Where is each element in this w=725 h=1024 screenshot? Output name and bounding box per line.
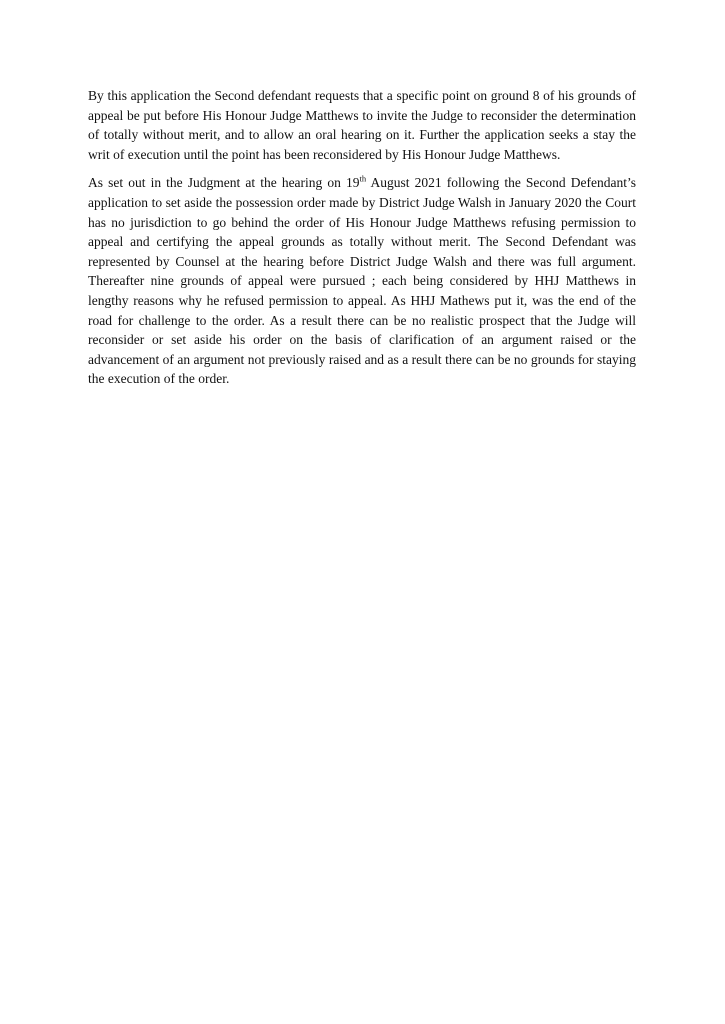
paragraph-judgment-summary — [88, 173, 636, 389]
paragraph-application-request: By this application the Second defendant requests that a specific point on ground 8 of his grounds of appeal be put before His Honour Judge Matthews to invite the Judge to reconsider the determination of totally without merit, and to allow an oral hearing on it. Further the application seeks a stay the writ of execution until the point has been reconsidered by His Honour Judge Matthews. — [88, 88, 636, 162]
paragraph-judgment-text-end: August 2021 following the Second Defendant’s application to set aside the possession order made by District Judge Walsh in January 2020 the Court has no jurisdiction to go behind the order of His Honour Judge Matthews refusing permission to appeal and certifying the appeal grounds as totally without merit. The Second Defendant was represented by Counsel at the hearing before District Judge Walsh and there was full argument. Thereafter nine grounds of appeal were pursued ; each being considered by HHJ Matthews in lengthy reasons why he refused permission to appeal. As HHJ Mathews put it, was the end of the road for challenge to the order. As a result there can be no realistic prospect that the Judge will reconsider or set aside his order on the basis of clarification of an argument raised or the advancement of an argument not previously raised and as a result there can be no grounds for staying the execution of the order. — [88, 175, 636, 387]
paragraph-judgment-text-start: As set out in the Judgment at the hearing on 19 — [88, 175, 360, 191]
ordinal-suffix: th — [359, 173, 367, 184]
document-body — [88, 86, 636, 398]
